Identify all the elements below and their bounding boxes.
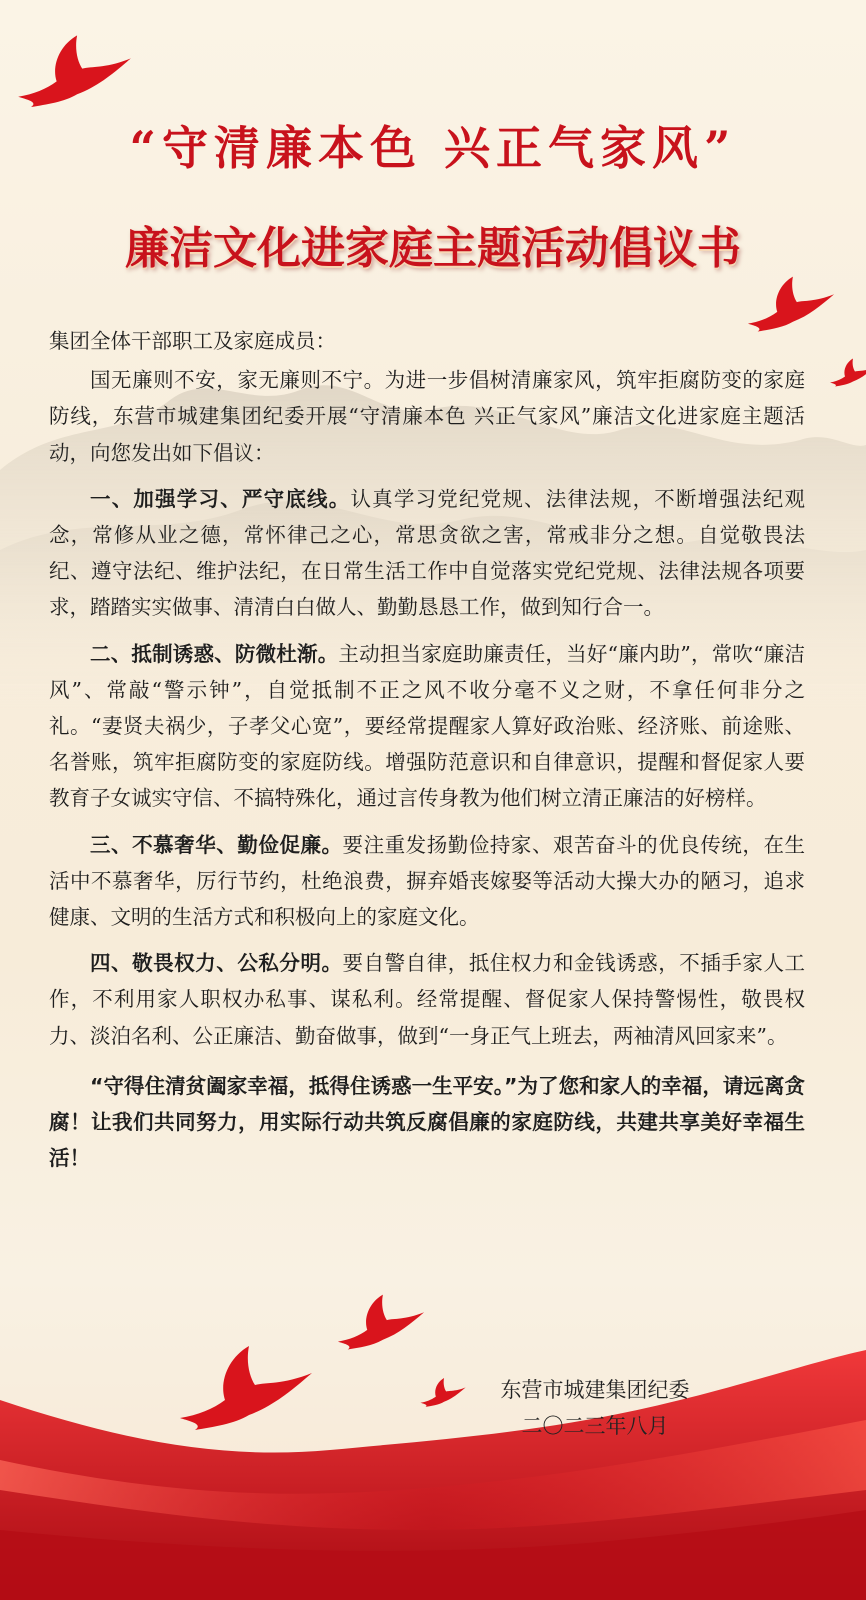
page-title: 廉洁文化进家庭主题活动倡议书 <box>125 223 741 274</box>
signature-block <box>470 1372 720 1444</box>
section-paragraph <box>49 945 805 1054</box>
section-heading: 二、抵制诱惑、防微杜渐。 <box>90 641 339 666</box>
section-text: 认真学习党纪党规、法律法规，不断增强法纪观念，常修从业之德，常怀律己之心，常思贪欲之害，常戒非分之想。自觉敬畏法纪、遵守法纪、维护法纪，在日常生活工作中自觉落实党纪党规、法律法规各项要求，踏踏实实做事、清清白白做人、勤勤恳恳工作，做到知行合一。 <box>49 486 805 620</box>
section-heading: 一、加强学习、严守底线。 <box>90 486 351 511</box>
section-paragraph <box>49 636 805 817</box>
slogan: “守清廉本色 兴正气家风” <box>129 121 737 175</box>
section-heading: 三、不慕奢华、勤俭促廉。 <box>90 832 343 857</box>
dove-icon <box>8 30 136 120</box>
section-paragraph <box>49 481 805 626</box>
red-ribbon-decoration <box>0 1340 866 1600</box>
dove-icon <box>826 356 866 392</box>
section-text: 要注重发扬勤俭持家、艰苦奋斗的优良传统，在生活中不慕奢华，厉行节约，杜绝浪费，摒弃婚丧嫁娶等活动大操大办的陋习，追求健康、文明的生活方式和积极向上的家庭文化。 <box>49 832 806 930</box>
section-text: 主动担当家庭助廉责任，当好“廉内助”，常吹“廉洁风”、常敲“警示钟”，自觉抵制不正之风不收分毫不义之财，不拿任何非分之礼。“妻贤夫祸少，子孝父心宽”，要经常提醒家人算好政治账、经济账、前途账、名誉账，筑牢拒腐防变的家庭防线。增强防范意识和自律意识，提醒和督促家人要教育子女诚实守信、不搞特殊化，通过言传身教为他们树立清正廉洁的好榜样。 <box>49 641 805 811</box>
signature-date: 二〇二三年八月 <box>521 1414 669 1438</box>
closing-paragraph: “守得住清贫阖家幸福，抵得住诱惑一生平安。”为了您和家人的幸福，请远离贪腐！让我们共同努力，用实际行动共筑反腐倡廉的家庭防线，共建共享美好幸福生活！ <box>49 1073 805 1171</box>
letter-body <box>49 323 805 1176</box>
section-text: 要自警自律，抵住权力和金钱诱惑，不插手家人工作，不利用家人职权办私事、谋私利。经常提醒、督促家人保持警惕性，敬畏权力、淡泊名利、公正廉洁、勤奋做事，做到“一身正气上班去，两袖清风回家来”。 <box>49 951 806 1048</box>
intro-paragraph: 国无廉则不安，家无廉则不宁。为进一步倡树清廉家风，筑牢拒腐防变的家庭防线，东营市城建集团纪委开展“守清廉本色 兴正气家风”廉洁文化进家庭主题活动，向您发出如下倡议： <box>49 368 805 465</box>
signature-org: 东营市城建集团纪委 <box>500 1378 690 1402</box>
section-heading: 四、敬畏权力、公私分明。 <box>90 951 343 976</box>
salutation: 集团全体干部职工及家庭成员： <box>49 329 336 353</box>
section-paragraph <box>49 827 805 936</box>
